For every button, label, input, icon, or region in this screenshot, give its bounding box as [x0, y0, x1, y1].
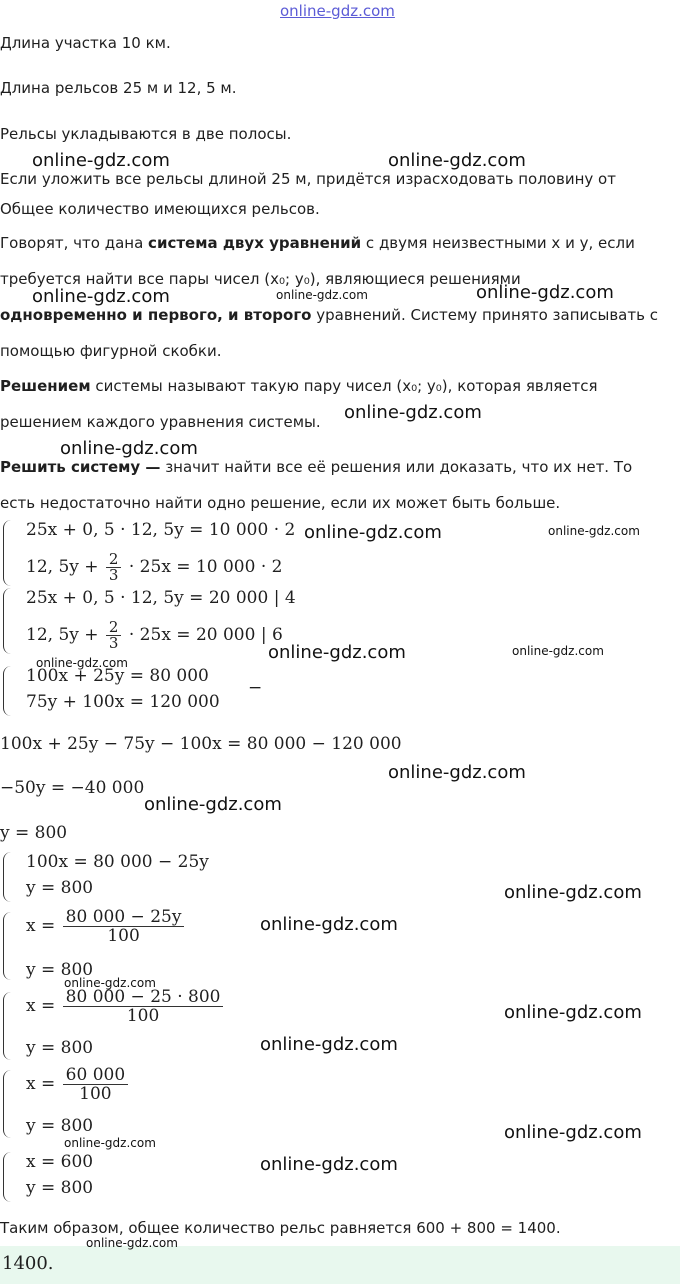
system-line — [26, 908, 186, 945]
fraction — [63, 1066, 128, 1103]
definition-text: с двумя неизвестными x и y, если — [361, 234, 635, 252]
definition-system-line3 — [0, 305, 658, 325]
text-rail-length: Длина рельсов 25 м и 12, 5 м. — [0, 79, 237, 97]
system-line — [26, 1066, 130, 1103]
equation-line: 100x + 25y − 75y − 100x = 80 000 − 120 000 — [0, 734, 402, 754]
math-text: 12, 5y + — [26, 625, 99, 645]
math-text: · 25x = 10 000 · 2 — [128, 557, 283, 577]
definition-text: уравнений. Систему принято записывать с — [311, 306, 658, 324]
equation-system-3 — [0, 664, 680, 720]
definition-system-line1 — [0, 233, 635, 253]
definition-solve-line1 — [0, 457, 632, 477]
math-text: 12, 5y + — [26, 557, 99, 577]
math-text: x = — [26, 1074, 56, 1094]
text-condition-line2: Общее количество имеющихся рельсов. — [0, 200, 320, 218]
answer-box — [0, 1246, 680, 1284]
fraction-numerator: 60 000 — [63, 1066, 128, 1085]
text-two-lanes: Рельсы укладываются в две полосы. — [0, 125, 292, 143]
brace-icon — [3, 992, 12, 1060]
system-line — [26, 552, 282, 583]
watermark: online-gdz.com — [64, 976, 156, 990]
watermark: online-gdz.com — [304, 522, 442, 543]
watermark: online-gdz.com — [476, 282, 614, 303]
brace-icon — [3, 588, 12, 654]
watermark: online-gdz.com — [388, 762, 526, 783]
fraction — [63, 988, 224, 1025]
watermark: online-gdz.com — [260, 1034, 398, 1055]
fraction-numerator: 80 000 − 25 · 800 — [63, 988, 224, 1007]
system-line: y = 800 — [26, 1178, 94, 1198]
brace-icon — [3, 1152, 12, 1202]
conclusion-text: Таким образом, общее количество рельс равняется 600 + 800 = 1400. — [0, 1219, 561, 1237]
definition-bold: Решить систему — — [0, 458, 161, 476]
system-line: 100x + 25y = 80 000 — [26, 666, 209, 686]
fraction-denominator: 100 — [79, 1084, 112, 1104]
definition-text: системы называют такую пару чисел (x₀; y₀), которая является — [90, 377, 598, 395]
watermark: online-gdz.com — [32, 286, 170, 307]
fraction — [106, 552, 122, 583]
fraction-numerator: 80 000 − 25y — [63, 908, 185, 927]
watermark: online-gdz.com — [60, 438, 198, 459]
fraction-numerator: 2 — [106, 552, 122, 568]
definition-bold: система двух уравнений — [148, 234, 362, 252]
watermark: online-gdz.com — [144, 794, 282, 815]
brace-icon — [3, 912, 12, 980]
system-line — [26, 988, 225, 1025]
fraction-denominator: 3 — [108, 566, 119, 584]
watermark: online-gdz.com — [504, 882, 642, 903]
system-line: 75y + 100x = 120 000 — [26, 692, 220, 712]
equation-line: y = 800 — [0, 823, 68, 843]
fraction-denominator: 100 — [107, 926, 140, 946]
math-text: x = — [26, 916, 56, 936]
fraction-numerator: 2 — [106, 620, 122, 636]
definition-bold: одновременно и первого, и второго — [0, 306, 312, 324]
definition-solution-line1 — [0, 376, 598, 396]
site-link[interactable]: online-gdz.com — [280, 2, 395, 20]
watermark: online-gdz.com — [268, 642, 406, 663]
text-condition-line1: Если уложить все рельсы длиной 25 м, придётся израсходовать половину от — [0, 170, 616, 188]
watermark: online-gdz.com — [344, 402, 482, 423]
watermark: online-gdz.com — [504, 1002, 642, 1023]
watermark: online-gdz.com — [548, 524, 640, 538]
system-line: y = 800 — [26, 1038, 94, 1058]
brace-icon — [3, 1070, 12, 1138]
equation-line: −50y = −40 000 — [0, 778, 145, 798]
system-line: y = 800 — [26, 878, 94, 898]
system-line: 25x + 0, 5 · 12, 5y = 10 000 · 2 — [26, 520, 296, 540]
definition-solve-line2: есть недостаточно найти одно решение, если их может быть больше. — [0, 494, 561, 512]
subtract-sign: − — [248, 678, 263, 698]
fraction — [106, 620, 122, 651]
watermark: online-gdz.com — [512, 644, 604, 658]
fraction-denominator: 3 — [108, 634, 119, 652]
watermark: online-gdz.com — [36, 656, 128, 670]
brace-icon — [3, 520, 12, 586]
system-line — [26, 620, 283, 651]
fraction-denominator: 100 — [126, 1006, 160, 1026]
definition-bold: Решением — [0, 377, 91, 395]
system-line: 25x + 0, 5 · 12, 5y = 20 000 | 4 — [26, 588, 296, 608]
watermark: online-gdz.com — [260, 914, 398, 935]
math-text: x = — [26, 996, 56, 1016]
system-line: y = 800 — [26, 1116, 94, 1136]
watermark: online-gdz.com — [260, 1154, 398, 1175]
math-text: · 25x = 20 000 | 6 — [128, 625, 283, 645]
watermark: online-gdz.com — [388, 150, 526, 171]
text-section-length: Длина участка 10 км. — [0, 34, 171, 52]
watermark: online-gdz.com — [504, 1122, 642, 1143]
definition-system-line4: помощью фигурной скобки. — [0, 342, 222, 360]
answer-value: 1400. — [2, 1253, 54, 1274]
watermark: online-gdz.com — [64, 1136, 156, 1150]
definition-text: Говорят, что дана — [0, 234, 149, 252]
watermark: online-gdz.com — [86, 1236, 178, 1250]
definition-text: значит найти все её решения или доказать, что их нет. То — [160, 458, 633, 476]
fraction — [63, 908, 185, 945]
system-line: y = 800 — [26, 960, 94, 980]
brace-icon — [3, 852, 12, 902]
definition-solution-line2: решением каждого уравнения системы. — [0, 413, 321, 431]
system-line: 100x = 80 000 − 25y — [26, 852, 209, 872]
watermark: online-gdz.com — [276, 288, 368, 302]
system-line: x = 600 — [26, 1152, 94, 1172]
definition-system-line2: требуется найти все пары чисел (x₀; y₀), являющиеся решениями — [0, 270, 521, 288]
brace-icon — [3, 666, 12, 716]
watermark: online-gdz.com — [32, 150, 170, 171]
